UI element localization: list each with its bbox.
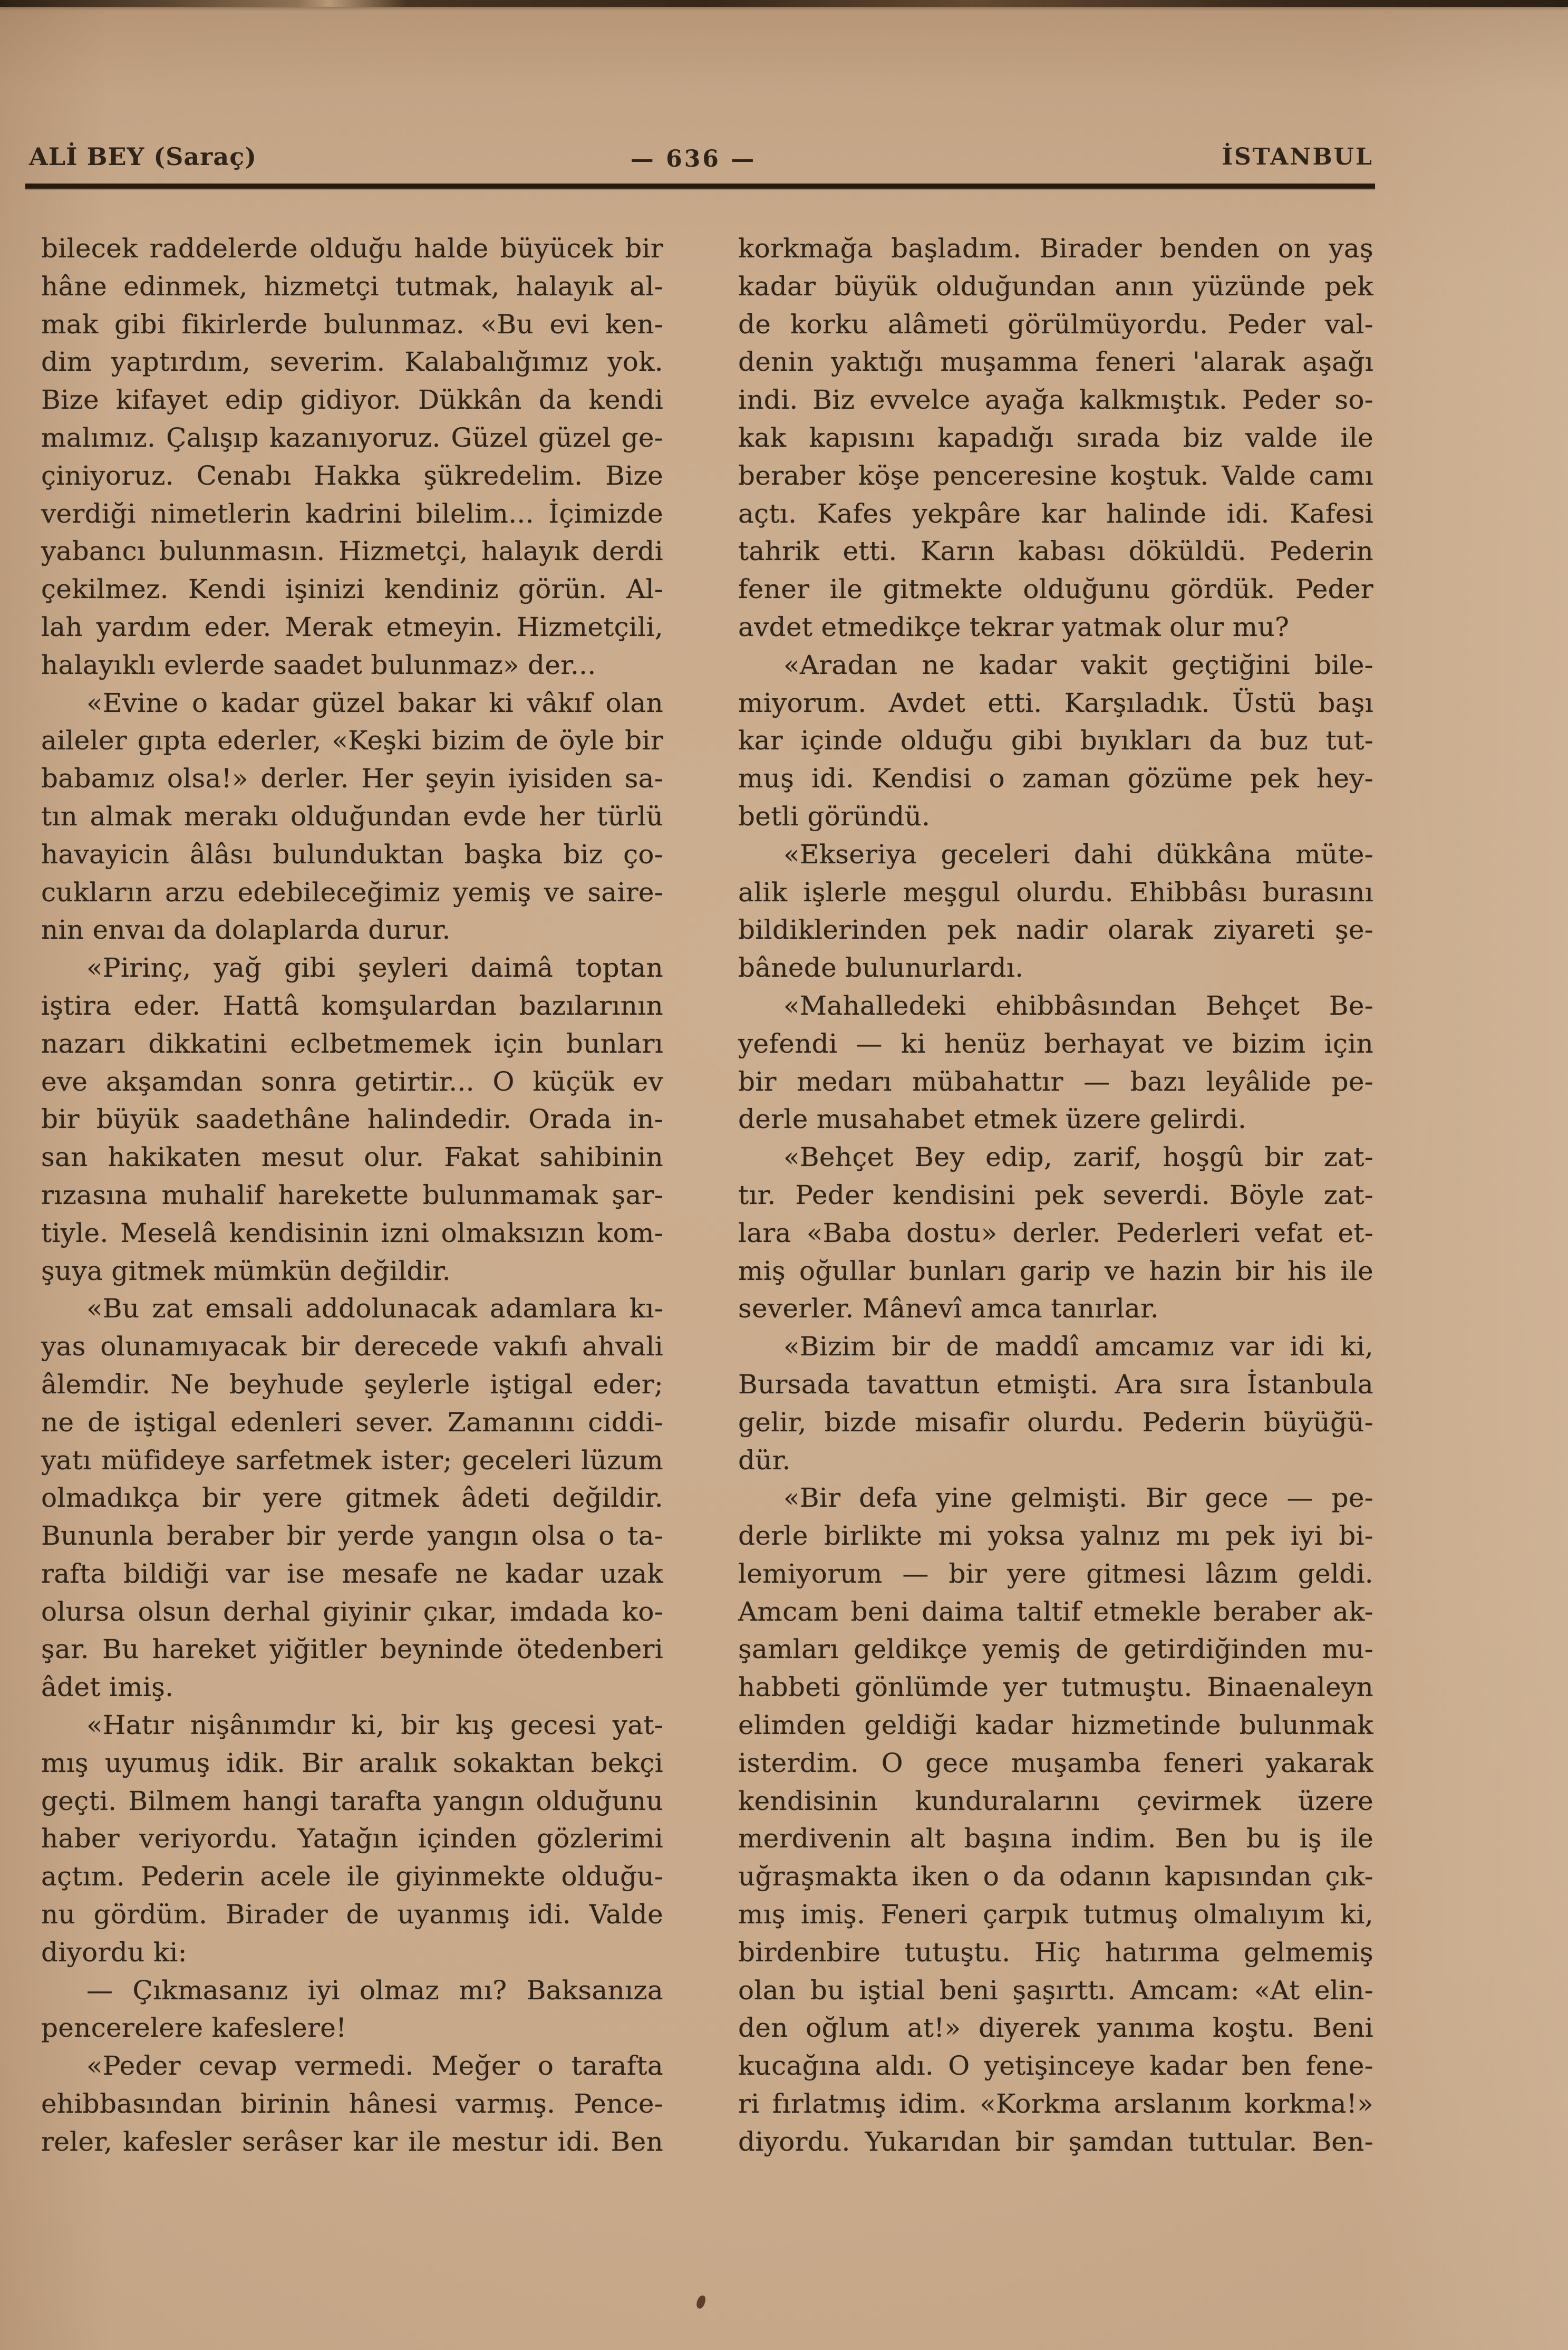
text-line: yefendi — ki henüz berhayat ve bizim için [738, 1028, 1373, 1059]
text-line: lah yardım eder. Merak etmeyin. Hizmetçili, [41, 611, 663, 642]
text-line: pencerelere kafeslere! [41, 2012, 347, 2044]
text-line: elimden geldiği kadar hizmetinde bulunmak [738, 1710, 1373, 1741]
text-line: betli göründü. [738, 801, 931, 832]
text-line: şuya gitmek mümkün değildir. [41, 1255, 451, 1286]
text-line: rafta bildiği var ise mesafe ne kadar uzak [41, 1558, 663, 1589]
text-line: tahrik etti. Karın kabası döküldü. Pederin [738, 536, 1373, 567]
text-line: alik işlerle meşgul olurdu. Ehibbâsı burasını [738, 877, 1373, 908]
page-number: — 636 — [630, 146, 757, 172]
text-line: ri fırlatmış idim. «Korkma arslanım korkma!» [738, 2088, 1373, 2120]
text-line: miyorum. Avdet etti. Karşıladık. Üstü başı [738, 687, 1373, 718]
text-line: indi. Biz evvelce ayağa kalkmıştık. Peder so- [738, 384, 1373, 416]
text-line: açtı. Kafes yekpâre kar halinde idi. Kafesi [738, 498, 1373, 529]
text-line: nin envaı da dolaplarda durur. [41, 914, 451, 946]
text-line: «Mahalledeki ehibbâsından Behçet Be- [783, 990, 1373, 1021]
text-line: Bize kifayet edip gidiyor. Dükkân da kendi [41, 384, 663, 416]
text-line: lara «Baba dostu» derler. Pederleri vefat et- [738, 1217, 1373, 1248]
text-line: açtım. Pederin acele ile giyinmekte olduğu- [41, 1861, 663, 1892]
text-line: bir medarı mübahattır — bazı leyâlide pe- [738, 1066, 1373, 1097]
text-line: cukların arzu edebileceğimiz yemiş ve saire- [41, 877, 663, 908]
right-column [738, 230, 1373, 2161]
city-header: İSTANBUL [1222, 143, 1373, 170]
text-line: «Aradan ne kadar vakit geçtiğini bile- [783, 649, 1373, 680]
text-line: mış uyumuş idik. Bir aralık sokaktan bekçi [41, 1747, 663, 1778]
text-line: rızasına muhalif harekette bulunmamak şar- [41, 1179, 663, 1210]
ink-speck [695, 2295, 706, 2310]
text-line: iştira eder. Hattâ komşulardan bazılarının [41, 990, 663, 1021]
text-line: «Bizim bir de maddî amcamız var idi ki, [783, 1331, 1373, 1362]
text-line: «Behçet Bey edip, zarif, hoşgû bir zat- [783, 1142, 1373, 1173]
text-line: tın almak merakı olduğundan evde her türlü [41, 801, 663, 832]
text-line: merdivenin alt başına indim. Ben bu iş ile [738, 1823, 1373, 1854]
text-line: «Evine o kadar güzel bakar ki vâkıf olan [86, 687, 663, 718]
text-line: uğraşmakta iken o da odanın kapısından çık- [738, 1861, 1373, 1892]
header-rule [25, 184, 1375, 189]
text-line: kak kapısını kapadığı sırada biz valde ile [738, 422, 1373, 453]
text-line: lemiyorum — bir yere gitmesi lâzım geldi. [738, 1558, 1373, 1589]
text-line: miş oğullar bunları garip ve hazin bir his ile [738, 1255, 1373, 1286]
text-line: diyordu ki: [41, 1937, 187, 1968]
text-line: diyordu. Yukarıdan bir şamdan tuttular. Ben- [738, 2126, 1373, 2157]
text-line: yas olunamıyacak bir derecede vakıfı ahvali [41, 1331, 663, 1362]
text-line: muş idi. Kendisi o zaman gözüme pek hey- [738, 763, 1373, 794]
text-line: olan bu iştial beni şaşırttı. Amcam: «At elin- [738, 1975, 1373, 2006]
text-line: Amcam beni daima taltif etmekle beraber ak- [738, 1596, 1373, 1627]
text-line: âlemdir. Ne beyhude şeylerle iştigal eder; [41, 1369, 663, 1400]
text-line: gelir, bizde misafir olurdu. Pederin büyüğü- [738, 1407, 1373, 1438]
text-line: Bursada tavattun etmişti. Ara sıra İstanbula [738, 1369, 1373, 1400]
text-line: Bununla beraber bir yerde yangın olsa o ta- [41, 1520, 663, 1552]
text-line: habbeti gönlümde yer tutmuştu. Binaenaleyn [738, 1672, 1373, 1703]
text-line: severler. Mânevî amca tanırlar. [738, 1293, 1159, 1324]
text-line: isterdim. O gece muşamba feneri yakarak [738, 1747, 1373, 1778]
text-line: havayicin âlâsı bulunduktan başka biz ço- [41, 839, 663, 870]
text-line: aileler gıpta ederler, «Keşki bizim de öyle bir [41, 725, 663, 756]
text-line: san hakikaten mesut olur. Fakat sahibinin [41, 1142, 663, 1173]
text-line: beraber köşe penceresine koştuk. Valde camı [738, 460, 1373, 491]
text-line: nu gördüm. Birader de uyanmış idi. Valde [41, 1899, 663, 1930]
text-line: kendisinin kunduralarını çevirmek üzere [738, 1785, 1373, 1816]
text-line: olmadıkça bir yere gitmek âdeti değildir. [41, 1482, 663, 1514]
text-line: bânede bulunurlardı. [738, 952, 1024, 984]
text-line: «Bir defa yine gelmişti. Bir gece — pe- [783, 1482, 1373, 1514]
text-line: ne de iştigal edenleri sever. Zamanını ciddi- [41, 1407, 663, 1438]
text-line: denin yaktığı muşamma feneri 'alarak aşağı [738, 346, 1373, 378]
text-line: bilecek raddelerde olduğu halde büyücek bir [41, 233, 663, 264]
text-line: mak gibi fikirlerde bulunmaz. «Bu evi ken- [41, 309, 663, 340]
text-line: mış imiş. Feneri çarpık tutmuş olmalıyım ki, [738, 1899, 1373, 1930]
text-line: yatı müfideye sarfetmek ister; geceleri lüzum [41, 1444, 663, 1476]
text-line: avdet etmedikçe tekrar yatmak olur mu? [738, 611, 1290, 642]
text-line: kadar büyük olduğundan anın yüzünde pek [738, 271, 1373, 302]
text-line: şamları geldikçe yemiş de getirdiğinden mu- [738, 1634, 1373, 1665]
text-line: çiniyoruz. Cenabı Hakka şükredelim. Bize [41, 460, 663, 491]
text-line: verdiği nimetlerin kadrini bilelim... İçimizde [41, 498, 663, 529]
text-line: tiyle. Meselâ kendisinin izni olmaksızın kom- [41, 1217, 663, 1248]
text-line: den oğlum at!» diyerek yanıma koştu. Beni [738, 2012, 1373, 2044]
text-line: kar içinde olduğu gibi bıyıkları da buz tut- [738, 725, 1373, 756]
text-line: «Hatır nişânımdır ki, bir kış gecesi yat- [86, 1710, 663, 1741]
text-line: «Peder cevap vermedi. Meğer o tarafta [86, 2050, 663, 2082]
text-line: dim yaptırdım, severim. Kalabalığımız yok. [41, 346, 663, 378]
text-line: bildiklerinden pek nadir olarak ziyareti şe- [738, 914, 1373, 946]
text-line: «Pirinç, yağ gibi şeyleri daimâ toptan [86, 952, 663, 984]
text-line: korkmağa başladım. Birader benden on yaş [738, 233, 1373, 264]
text-line: derle birlikte mi yoksa yalnız mı pek iyi bi- [738, 1520, 1373, 1552]
text-line: dür. [738, 1444, 791, 1476]
text-line: fener ile gitmekte olduğunu gördük. Peder [738, 574, 1373, 605]
text-line: kucağına aldı. O yetişinceye kadar ben fene- [738, 2050, 1373, 2082]
scan-edge-top [0, 0, 1568, 7]
left-column [41, 230, 663, 2161]
author-header: ALİ BEY (Saraç) [29, 142, 257, 171]
text-line: bir büyük saadethâne halindedir. Orada in- [41, 1104, 663, 1135]
text-line: babamız olsa!» derler. Her şeyin iyisiden sa- [41, 763, 663, 794]
text-line: çekilmez. Kendi işinizi kendiniz görün. Al- [41, 574, 663, 605]
text-line: derle musahabet etmek üzere gelirdi. [738, 1104, 1247, 1135]
text-line: eve akşamdan sonra getirtir... O küçük ev [41, 1066, 663, 1097]
text-line: hâne edinmek, hizmetçi tutmak, halayık al- [41, 271, 663, 302]
text-line: geçti. Bilmem hangi tarafta yangın olduğunu [41, 1785, 663, 1816]
text-line: — Çıkmasanız iyi olmaz mı? Baksanıza [86, 1975, 663, 2006]
text-line: «Bu zat emsali addolunacak adamlara kı- [86, 1293, 663, 1324]
text-line: olursa olsun derhal giyinir çıkar, imdada ko- [41, 1596, 663, 1627]
text-line: malımız. Çalışıp kazanıyoruz. Güzel güzel ge- [41, 422, 663, 453]
text-line: halayıklı evlerde saadet bulunmaz» der... [41, 649, 596, 680]
text-line: de korku alâmeti görülmüyordu. Peder val- [738, 309, 1373, 340]
text-line: reler, kafesler serâser kar ile mestur idi. Ben [41, 2126, 663, 2157]
text-line: birdenbire tutuştu. Hiç hatırıma gelmemiş [738, 1937, 1373, 1968]
text-line: yabancı bulunmasın. Hizmetçi, halayık derdi [41, 536, 663, 567]
text-line: «Ekseriya geceleri dahi dükkâna müte- [783, 839, 1373, 870]
text-line: nazarı dikkatini eclbetmemek için bunları [41, 1028, 663, 1059]
text-line: haber veriyordu. Yatağın içinden gözlerimi [41, 1823, 663, 1854]
text-line: tır. Peder kendisini pek severdi. Böyle zat- [738, 1179, 1373, 1210]
text-line: ehibbasından birinin hânesi varmış. Pence- [41, 2088, 663, 2120]
text-line: şar. Bu hareket yiğitler beyninde ötedenberi [41, 1634, 663, 1665]
text-line: âdet imiş. [41, 1672, 174, 1703]
